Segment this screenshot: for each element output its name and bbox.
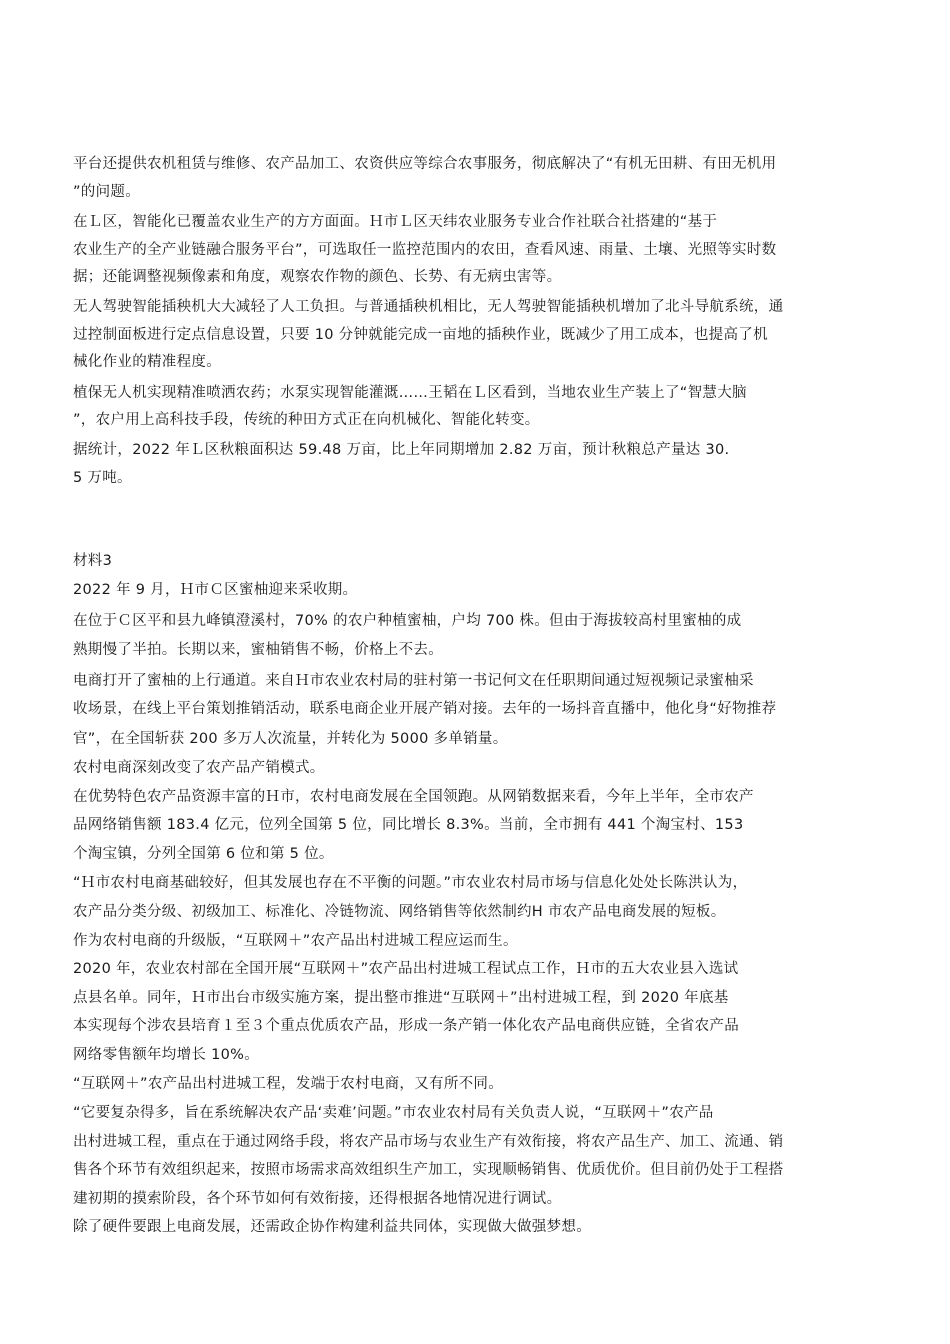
text-line: 个淘宝镇，分列全国第 6 位和第 5 位。: [73, 846, 334, 862]
text-line: 在Ｌ区，智能化已覆盖农业生产的方方面面。Ｈ市Ｌ区天纬农业服务专业合作社联合社搭建的“基于: [73, 214, 718, 230]
text-line: 售各个环节有效组织起来，按照市场需求高效组织生产加工，实现顺畅销售、优质优价。但目前仍处于工程搭: [73, 1162, 784, 1178]
text-line: 收场景，在线上平台策划推销活动，联系电商企业开展产销对接。去年的一场抖音直播中，他化身“好物推荐: [73, 701, 777, 717]
text-line: 2022 年 9 月，Ｈ市Ｃ区蜜柚迎来采收期。: [73, 582, 358, 598]
text-line: 无人驾驶智能插秧机大大减轻了人工负担。与普通插秧机相比，无人驾驶智能插秧机增加了北斗导航系统，通: [73, 299, 784, 315]
text-line: 农产品分类分级、初级加工、标准化、冷链物流、网络销售等依然制约H 市农产品电商发展的短板。: [73, 904, 726, 920]
text-line: 5 万吨。: [73, 470, 132, 486]
text-line: 除了硬件要跟上电商发展，还需政企协作构建利益共同体，实现做大做强梦想。: [73, 1219, 591, 1235]
text-line: ”的问题。: [73, 184, 141, 200]
text-line: “它要复杂得多，旨在系统解决农产品‘卖难’问题。”市农业农村局有关负责人说，“互联网＋”农产品: [73, 1105, 714, 1121]
text-line: 在位于Ｃ区平和县九峰镇澄溪村，70% 的农户种植蜜柚，户均 700 株。但由于海拔较高村里蜜柚的成: [73, 613, 742, 629]
text-line: 本实现每个涉农县培育１至３个重点优质农产品，形成一条产销一体化农产品电商供应链，全省农产品: [73, 1018, 739, 1034]
text-line: 作为农村电商的升级版，“互联网＋”农产品出村进城工程应运而生。: [73, 933, 518, 949]
text-line: 植保无人机实现精准喷洒农药；水泵实现智能灌溉……王韬在Ｌ区看到，当地农业生产装上了“智慧大脑: [73, 385, 747, 401]
text-line: 网络零售额年均增长 10%。: [73, 1047, 260, 1063]
text-line: 点县名单。同年，Ｈ市出台市级实施方案，提出整市推进“互联网＋”出村进城工程，到 2020 年底基: [73, 990, 729, 1006]
text-line: 熟期慢了半拍。长期以来，蜜柚销售不畅，价格上不去。: [73, 642, 443, 658]
text-line: 品网络销售额 183.4 亿元，位列全国第 5 位，同比增长 8.3%。当前，全市拥有 441 个淘宝村、153: [73, 817, 744, 833]
text-line: 据；还能调整视频像素和角度，观察农作物的颜色、长势、有无病虫害等。: [73, 269, 562, 285]
text-line: 在优势特色农产品资源丰富的Ｈ市，农村电商发展在全国领跑。从网销数据来看，今年上半年，全市农产: [73, 789, 754, 805]
text-line: ”，农户用上高科技手段，传统的种田方式正在向机械化、智能化转变。: [73, 412, 540, 428]
text-line: “Ｈ市农村电商基础较好，但其发展也存在不平衡的问题。”市农业农村局市场与信息化处处长陈洪认为，: [73, 875, 748, 891]
text-line: 建初期的摸索阶段，各个环节如何有效衔接，还得根据各地情况进行调试。: [73, 1191, 562, 1207]
text-line: 电商打开了蜜柚的上行通道。来自Ｈ市农业农村局的驻村第一书记何文在任职期间通过短视频记录蜜柚采: [73, 673, 754, 689]
text-line: 械化作业的精准程度。: [73, 354, 221, 370]
text-line: 平台还提供农机租赁与维修、农产品加工、农资供应等综合农事服务，彻底解决了“有机无田耕、有田无机用: [73, 156, 777, 172]
text-line: 农村电商深刻改变了农产品产销模式。: [73, 760, 325, 776]
text-line: 2020 年，农业农村部在全国开展“互联网＋”农产品出村进城工程试点工作，Ｈ市的五大农业县入选试: [73, 961, 739, 977]
text-line: 官”，在全国斩获 200 多万人次流量，并转化为 5000 多单销量。: [73, 731, 508, 747]
text-line: 过控制面板进行定点信息设置，只要 10 分钟就能完成一亩地的插秧作业，既减少了用工成本，也提高了机: [73, 327, 768, 343]
text-line: 出村进城工程，重点在于通过网络手段，将农产品市场与农业生产有效衔接，将农产品生产、加工、流通、销: [73, 1134, 784, 1150]
text-line: 据统计，2022 年Ｌ区秋粮面积达 59.48 万亩，比上年同期增加 2.82 万亩，预计秋粮总产量达 30.: [73, 442, 730, 458]
text-line: “互联网＋”农产品出村进城工程，发端于农村电商，又有所不同。: [73, 1076, 504, 1092]
text-line: 农业生产的全产业链融合服务平台”，可选取任一监控范围内的农田，查看风速、雨量、土壤、光照等实时数: [73, 242, 777, 258]
section-heading: 材料3: [73, 553, 113, 569]
